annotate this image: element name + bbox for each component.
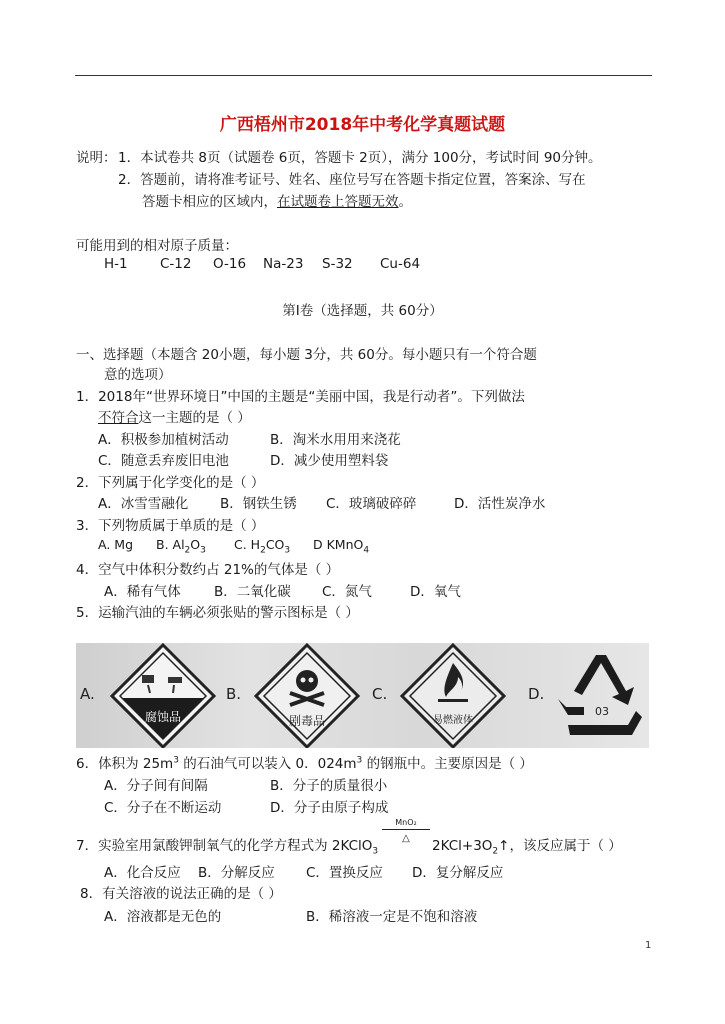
q3-b-text: B. Al	[156, 537, 185, 552]
q3-c-sub: 2	[260, 545, 266, 556]
q7-stem-text: 7．实验室用氯酸钾制氧气的化学方程式为 2KClO	[76, 838, 373, 854]
part1-line-1: 一、选择题（本题含 20小题，每小题 3分，共 60分。每小题只有一个符合题	[76, 347, 537, 363]
instruction-line-3	[142, 190, 412, 210]
q3-option-a: A. Mg	[98, 537, 133, 552]
flammable-sign-text: 易燃液体	[433, 715, 473, 726]
q4-option-d: D．氧气	[410, 584, 461, 600]
q8-option-b: B．稀溶液一定是不饱和溶液	[306, 909, 478, 925]
q3-d-sub: 4	[363, 545, 370, 556]
atomic-item: Cu-64	[380, 256, 421, 272]
q6-stem	[76, 752, 533, 772]
q4-option-b: B．二氧化碳	[214, 584, 291, 600]
q2-option-a: A．冰雪雪融化	[98, 496, 189, 512]
q1-option-b: B．淘米水用用来浇花	[270, 432, 401, 448]
q1-option-c: C．随意丢弃废旧电池	[98, 453, 229, 469]
q7-heat-symbol: △	[402, 833, 410, 844]
q3-c-text: C. H	[234, 537, 261, 552]
q2-option-c: C．玻璃破碎碎	[326, 496, 417, 512]
q6-stem-sup: 3	[173, 755, 179, 766]
instructions-label: 说明：	[76, 150, 117, 166]
instruction-line-1: 1．本试卷共 8页（试题卷 6页，答题卡 2页），满分 100分，考试时间 90分钟。	[118, 150, 602, 166]
q2-stem: 2．下列属于化学变化的是（ ）	[76, 475, 265, 491]
q8-option-a: A．溶液都是无色的	[104, 909, 222, 925]
corrosive-sign-icon	[108, 643, 218, 748]
atomic-item: C-12	[160, 256, 192, 272]
page-title: 广西梧州市2018年中考化学真题试题	[219, 115, 506, 135]
page-number: 1	[645, 940, 652, 951]
warning-signs-photo	[76, 643, 649, 748]
q3-stem: 3．下列物质属于单质的是（ ）	[76, 518, 265, 534]
q1-stem-2	[98, 406, 251, 426]
q3-b-sub: 2	[184, 545, 191, 556]
q7-option-c: C．置换反应	[306, 865, 383, 881]
instruction-line-3-pre: 答题卡相应的区域内，	[142, 194, 277, 210]
q4-option-a: A．稀有气体	[104, 584, 181, 600]
q6-stem-sup: 3	[356, 755, 363, 766]
q1-option-d: D．减少使用塑料袋	[270, 453, 389, 469]
q8-stem: 8．有关溶液的说法正确的是（ ）	[80, 886, 282, 902]
atomic-item: S-32	[322, 256, 353, 272]
instruction-line-3-post: 。	[398, 194, 412, 210]
q5-stem: 5．运输汽油的车辆必须张贴的警示图标是（ ）	[76, 605, 359, 621]
q7-option-d: D．复分解反应	[412, 865, 504, 881]
q3-b-text: O	[190, 537, 201, 552]
q7-option-a: A．化合反应	[104, 865, 181, 881]
q2-option-b: B．钢铁生锈	[220, 496, 297, 512]
q7-catalyst: MnO₂	[395, 818, 417, 827]
corrosive-sign-text: 腐蚀品	[144, 710, 182, 724]
q1-stem-1: 1．2018年“世界环境日”中国的主题是“美丽中国，我是行动者”。下列做法	[76, 389, 525, 405]
q3-option-b	[156, 537, 206, 556]
q3-b-sub: 3	[200, 545, 206, 556]
q6-option-d: D．分子由原子构成	[270, 800, 389, 816]
sign-label-c: C.	[372, 685, 388, 703]
q7-stem-text: 2KCl+3O	[432, 838, 493, 854]
q6-stem-text: 的石油气可以装入 0．024m	[178, 756, 357, 772]
q3-c-text: CO	[265, 537, 285, 552]
q2-option-d: D．活性炭净水	[454, 496, 546, 512]
flammable-sign-icon	[398, 643, 508, 748]
q6-stem-text: 的钢瓶中。主要原因是（ ）	[362, 756, 533, 772]
q3-d-text: D KMnO	[313, 537, 364, 552]
q7-stem-sub: 3	[372, 846, 379, 857]
instruction-line-3-underlined: 在试题卷上答题无效	[277, 194, 399, 210]
recycle-code-text: 03	[595, 705, 609, 718]
q4-option-c: C．氮气	[322, 584, 372, 600]
atomic-item: O-16	[213, 256, 247, 272]
q6-stem-text: 6．体积为 25m	[76, 756, 174, 772]
q3-option-d	[313, 537, 369, 556]
atomic-item: Na-23	[263, 256, 304, 272]
q7-option-b: B．分解反应	[198, 865, 275, 881]
instruction-line-2: 2．答题前，请将准考证号、姓名、座位号写在答题卡指定位置，答案涂、写在	[118, 172, 586, 188]
atomic-mass-heading: 可能用到的相对原子质量：	[76, 238, 238, 254]
q7-stem-products	[432, 834, 622, 857]
recycle-sign-icon	[556, 647, 646, 743]
q3-c-sub: 3	[284, 545, 291, 556]
sign-label-d: D.	[528, 685, 545, 703]
q1-stem-2-post: 这一主题的是（ ）	[138, 410, 251, 426]
header-rule	[75, 75, 652, 76]
q6-option-a: A．分子间有间隔	[104, 778, 208, 794]
q1-keyword: 不符合	[98, 410, 139, 426]
q6-option-b: B．分子的质量很小	[270, 778, 388, 794]
q7-stem	[76, 834, 378, 857]
q6-option-c: C．分子在不断运动	[104, 800, 222, 816]
toxic-sign-text: 剧毒品	[288, 714, 326, 728]
toxic-sign-icon	[252, 643, 362, 748]
section-heading: 第Ⅰ卷（选择题，共 60分）	[282, 303, 443, 319]
q7-reaction-arrow	[382, 829, 430, 830]
sign-label-b: B.	[226, 685, 242, 703]
q4-stem: 4．空气中体积分数约占 21%的气体是（ ）	[76, 562, 340, 578]
part1-line-2: 意的选项）	[104, 367, 172, 383]
q3-option-c	[234, 537, 290, 556]
sign-label-a: A.	[80, 685, 95, 703]
atomic-item: H-1	[104, 256, 128, 272]
q1-option-a: A．积极参加植树活动	[98, 432, 229, 448]
q7-stem-sub: 2	[492, 846, 499, 857]
q7-stem-text: ↑，该反应属于（ ）	[498, 838, 622, 854]
